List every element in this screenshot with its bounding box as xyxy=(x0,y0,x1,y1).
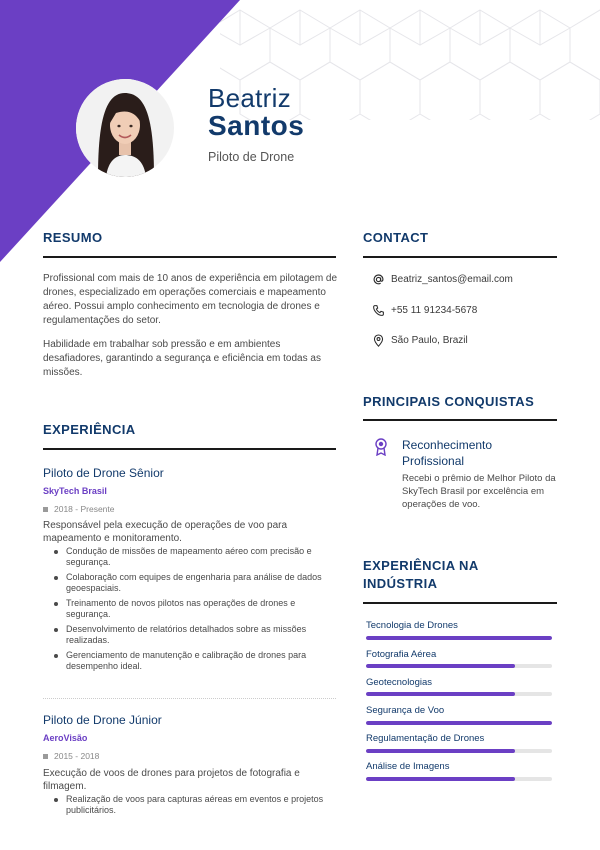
skill-bar-track xyxy=(366,664,552,668)
achievement-title: Reconhecimento Profissional xyxy=(402,438,493,468)
skill-name: Fotografia Aérea xyxy=(366,649,437,660)
job-bullets xyxy=(52,794,342,820)
location-pin-icon xyxy=(372,334,385,347)
skill-name: Tecnologia de Drones xyxy=(366,620,458,631)
skill-bar-fill xyxy=(366,692,515,696)
achievement-description: Recebi o prêmio de Melhor Piloto da SkyTech Brasil por excelência em operações de voo. xyxy=(402,473,556,510)
industry-heading: EXPERIÊNCIA NA INDÚSTRIA xyxy=(363,558,479,591)
job-dates-text: 2015 - 2018 xyxy=(54,751,100,761)
calendar-square-icon xyxy=(43,507,48,512)
list-item: Gerenciamento de manutenção e calibração de drones para desempenho ideal. xyxy=(52,650,342,672)
list-item: Treinamento de novos pilotos nas operações de drones e segurança. xyxy=(52,598,342,620)
job-company: AeroVisão xyxy=(43,733,88,743)
summary-paragraph-2: Habilidade em trabalhar sob pressão e em ambientes desafiadores, garantindo a segurança e eficiência em todas as missões. xyxy=(43,339,321,378)
job-bullets xyxy=(52,546,342,676)
job-description: Responsável pela execução de operações de voo para mapeamento e monitoramento. xyxy=(43,520,288,544)
list-item: Realização de voos para capturas aéreas em eventos e projetos publicitários. xyxy=(52,794,342,816)
industry-divider xyxy=(363,602,557,604)
contact-phone-text: +55 11 91234-5678 xyxy=(391,305,478,316)
at-icon xyxy=(372,273,385,286)
skill-bar-fill xyxy=(366,721,552,725)
experience-divider xyxy=(43,448,336,450)
skill-bar-fill xyxy=(366,664,515,668)
summary-divider xyxy=(43,256,336,258)
job-company: SkyTech Brasil xyxy=(43,486,107,496)
calendar-square-icon xyxy=(43,754,48,759)
job-dates-text: 2018 - Presente xyxy=(54,504,115,514)
job-dates xyxy=(43,504,114,514)
contact-email[interactable] xyxy=(372,273,513,286)
list-item: Condução de missões de mapeamento aéreo com precisão e segurança. xyxy=(52,546,342,568)
skill-name: Análise de Imagens xyxy=(366,761,450,772)
avatar xyxy=(76,79,174,177)
skill-bar-fill xyxy=(366,636,552,640)
skill-bar-fill xyxy=(366,749,515,753)
skill-bar-track xyxy=(366,749,552,753)
achievements-heading: PRINCIPAIS CONQUISTAS xyxy=(363,394,535,409)
list-item: Colaboração com equipes de engenharia para análise de dados geoespaciais. xyxy=(52,572,342,594)
job-description: Execução de voos de drones para projetos de fotografia e filmagem. xyxy=(43,768,300,792)
job-title: Piloto de Drone xyxy=(208,150,295,164)
skill-bar-track xyxy=(366,692,552,696)
achievements-divider xyxy=(363,419,557,421)
contact-email-text: Beatriz_santos@email.com xyxy=(391,274,513,285)
contact-divider xyxy=(363,256,557,258)
skill-bar-fill xyxy=(366,777,515,781)
job-role: Piloto de Drone Sênior xyxy=(43,466,164,480)
phone-icon xyxy=(372,304,385,317)
summary-heading: RESUMO xyxy=(43,230,103,245)
contact-location-text: São Paulo, Brazil xyxy=(391,335,468,346)
profile-photo-icon xyxy=(76,79,174,177)
summary-paragraph-1: Profissional com mais de 10 anos de experiência em pilotagem de drones, especializado em operações comerciais e mapeamento aéreo. Possui amplo conhecimento em tecnologia de drones e regulamentações do setor. xyxy=(43,273,338,326)
last-name: Santos xyxy=(208,110,305,141)
job-dates xyxy=(43,751,99,761)
list-item: Desenvolvimento de relatórios detalhados sobre as missões realizadas. xyxy=(52,624,342,646)
job-role: Piloto de Drone Júnior xyxy=(43,713,162,727)
award-medal-icon xyxy=(374,438,388,456)
skill-name: Regulamentação de Drones xyxy=(366,733,485,744)
contact-location xyxy=(372,334,468,347)
first-name: Beatriz xyxy=(208,83,292,113)
contact-heading: CONTACT xyxy=(363,230,429,245)
skill-bar-track xyxy=(366,777,552,781)
job-separator xyxy=(43,698,336,699)
experience-heading: EXPERIÊNCIA xyxy=(43,422,136,437)
contact-phone[interactable] xyxy=(372,304,477,317)
skill-name: Geotecnologias xyxy=(366,677,433,688)
skill-bar-track xyxy=(366,721,552,725)
skill-bar-track xyxy=(366,636,552,640)
skill-name: Segurança de Voo xyxy=(366,705,445,716)
